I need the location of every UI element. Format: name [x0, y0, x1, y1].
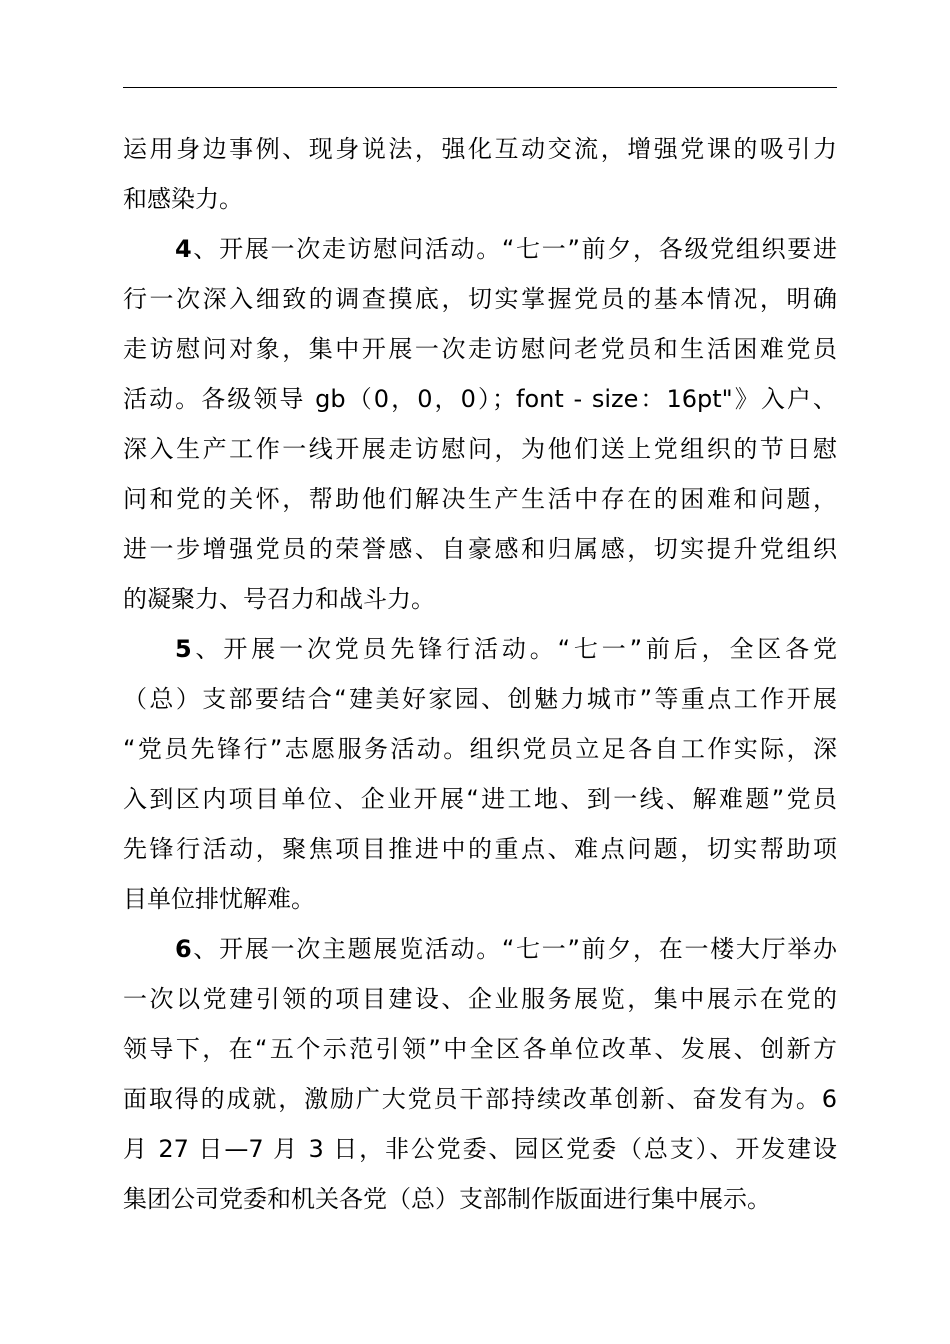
paragraph-line: 领导下，在“五个示范引领”中全区各单位改革、发展、创新方 [123, 1035, 837, 1063]
paragraph-line: （总）支部要结合“建美好家园、创魅力城市”等重点工作开展 [123, 685, 837, 713]
paragraph-line: 目单位排忧解难。 [123, 885, 315, 913]
item-number: 6 [175, 935, 192, 963]
paragraph-text: 、开展一次走访慰问活动。“七一”前夕，各级党组织要进 [191, 235, 837, 263]
paragraph-line: 进一步增强党员的荣誉感、自豪感和归属感，切实提升党组织 [123, 535, 837, 563]
paragraph-text: 、开展一次党员先锋行活动。“七一”前后，全区各党 [191, 635, 837, 663]
paragraph-line: 和感染力。 [123, 185, 243, 213]
paragraph-line: 走访慰问对象，集中开展一次走访慰问老党员和生活困难党员 [123, 335, 837, 363]
paragraph-line: 运用身边事例、现身说法，强化互动交流，增强党课的吸引力 [123, 135, 837, 163]
paragraph-line [123, 624, 837, 674]
paragraph-line: 问和党的关怀，帮助他们解决生产生活中存在的困难和问题， [123, 485, 837, 513]
paragraph-line: 集团公司党委和机关各党（总）支部制作版面进行集中展示。 [123, 1185, 771, 1213]
paragraph-text: 、开展一次主题展览活动。“七一”前夕，在一楼大厅举办 [191, 935, 837, 963]
paragraph-line [123, 924, 837, 974]
paragraph-line: 月 27 日—7 月 3 日，非公党委、园区党委（总支）、开发建设 [123, 1135, 837, 1163]
header-rule [123, 87, 837, 88]
paragraph-line: 行一次深入细致的调查摸底，切实掌握党员的基本情况，明确 [123, 285, 837, 313]
paragraph-line: 深入生产工作一线开展走访慰问，为他们送上党组织的节日慰 [123, 435, 837, 463]
document-body [123, 124, 837, 1224]
item-number: 5 [175, 635, 192, 663]
paragraph-line: 入到区内项目单位、企业开展“进工地、到一线、解难题”党员 [123, 785, 837, 813]
paragraph-line: 先锋行活动，聚焦项目推进中的重点、难点问题，切实帮助项 [123, 835, 837, 863]
paragraph-line: 的凝聚力、号召力和战斗力。 [123, 585, 435, 613]
item-number: 4 [175, 235, 192, 263]
paragraph-line: 一次以党建引领的项目建设、企业服务展览，集中展示在党的 [123, 985, 837, 1013]
paragraph-line: 活动。各级领导 gb（0，0，0）；font - size：16pt"》入户、 [123, 385, 837, 413]
paragraph-line [123, 224, 837, 274]
paragraph-line: “党员先锋行”志愿服务活动。组织党员立足各自工作实际，深 [123, 735, 837, 763]
paragraph-line: 面取得的成就，激励广大党员干部持续改革创新、奋发有为。6 [123, 1085, 837, 1113]
